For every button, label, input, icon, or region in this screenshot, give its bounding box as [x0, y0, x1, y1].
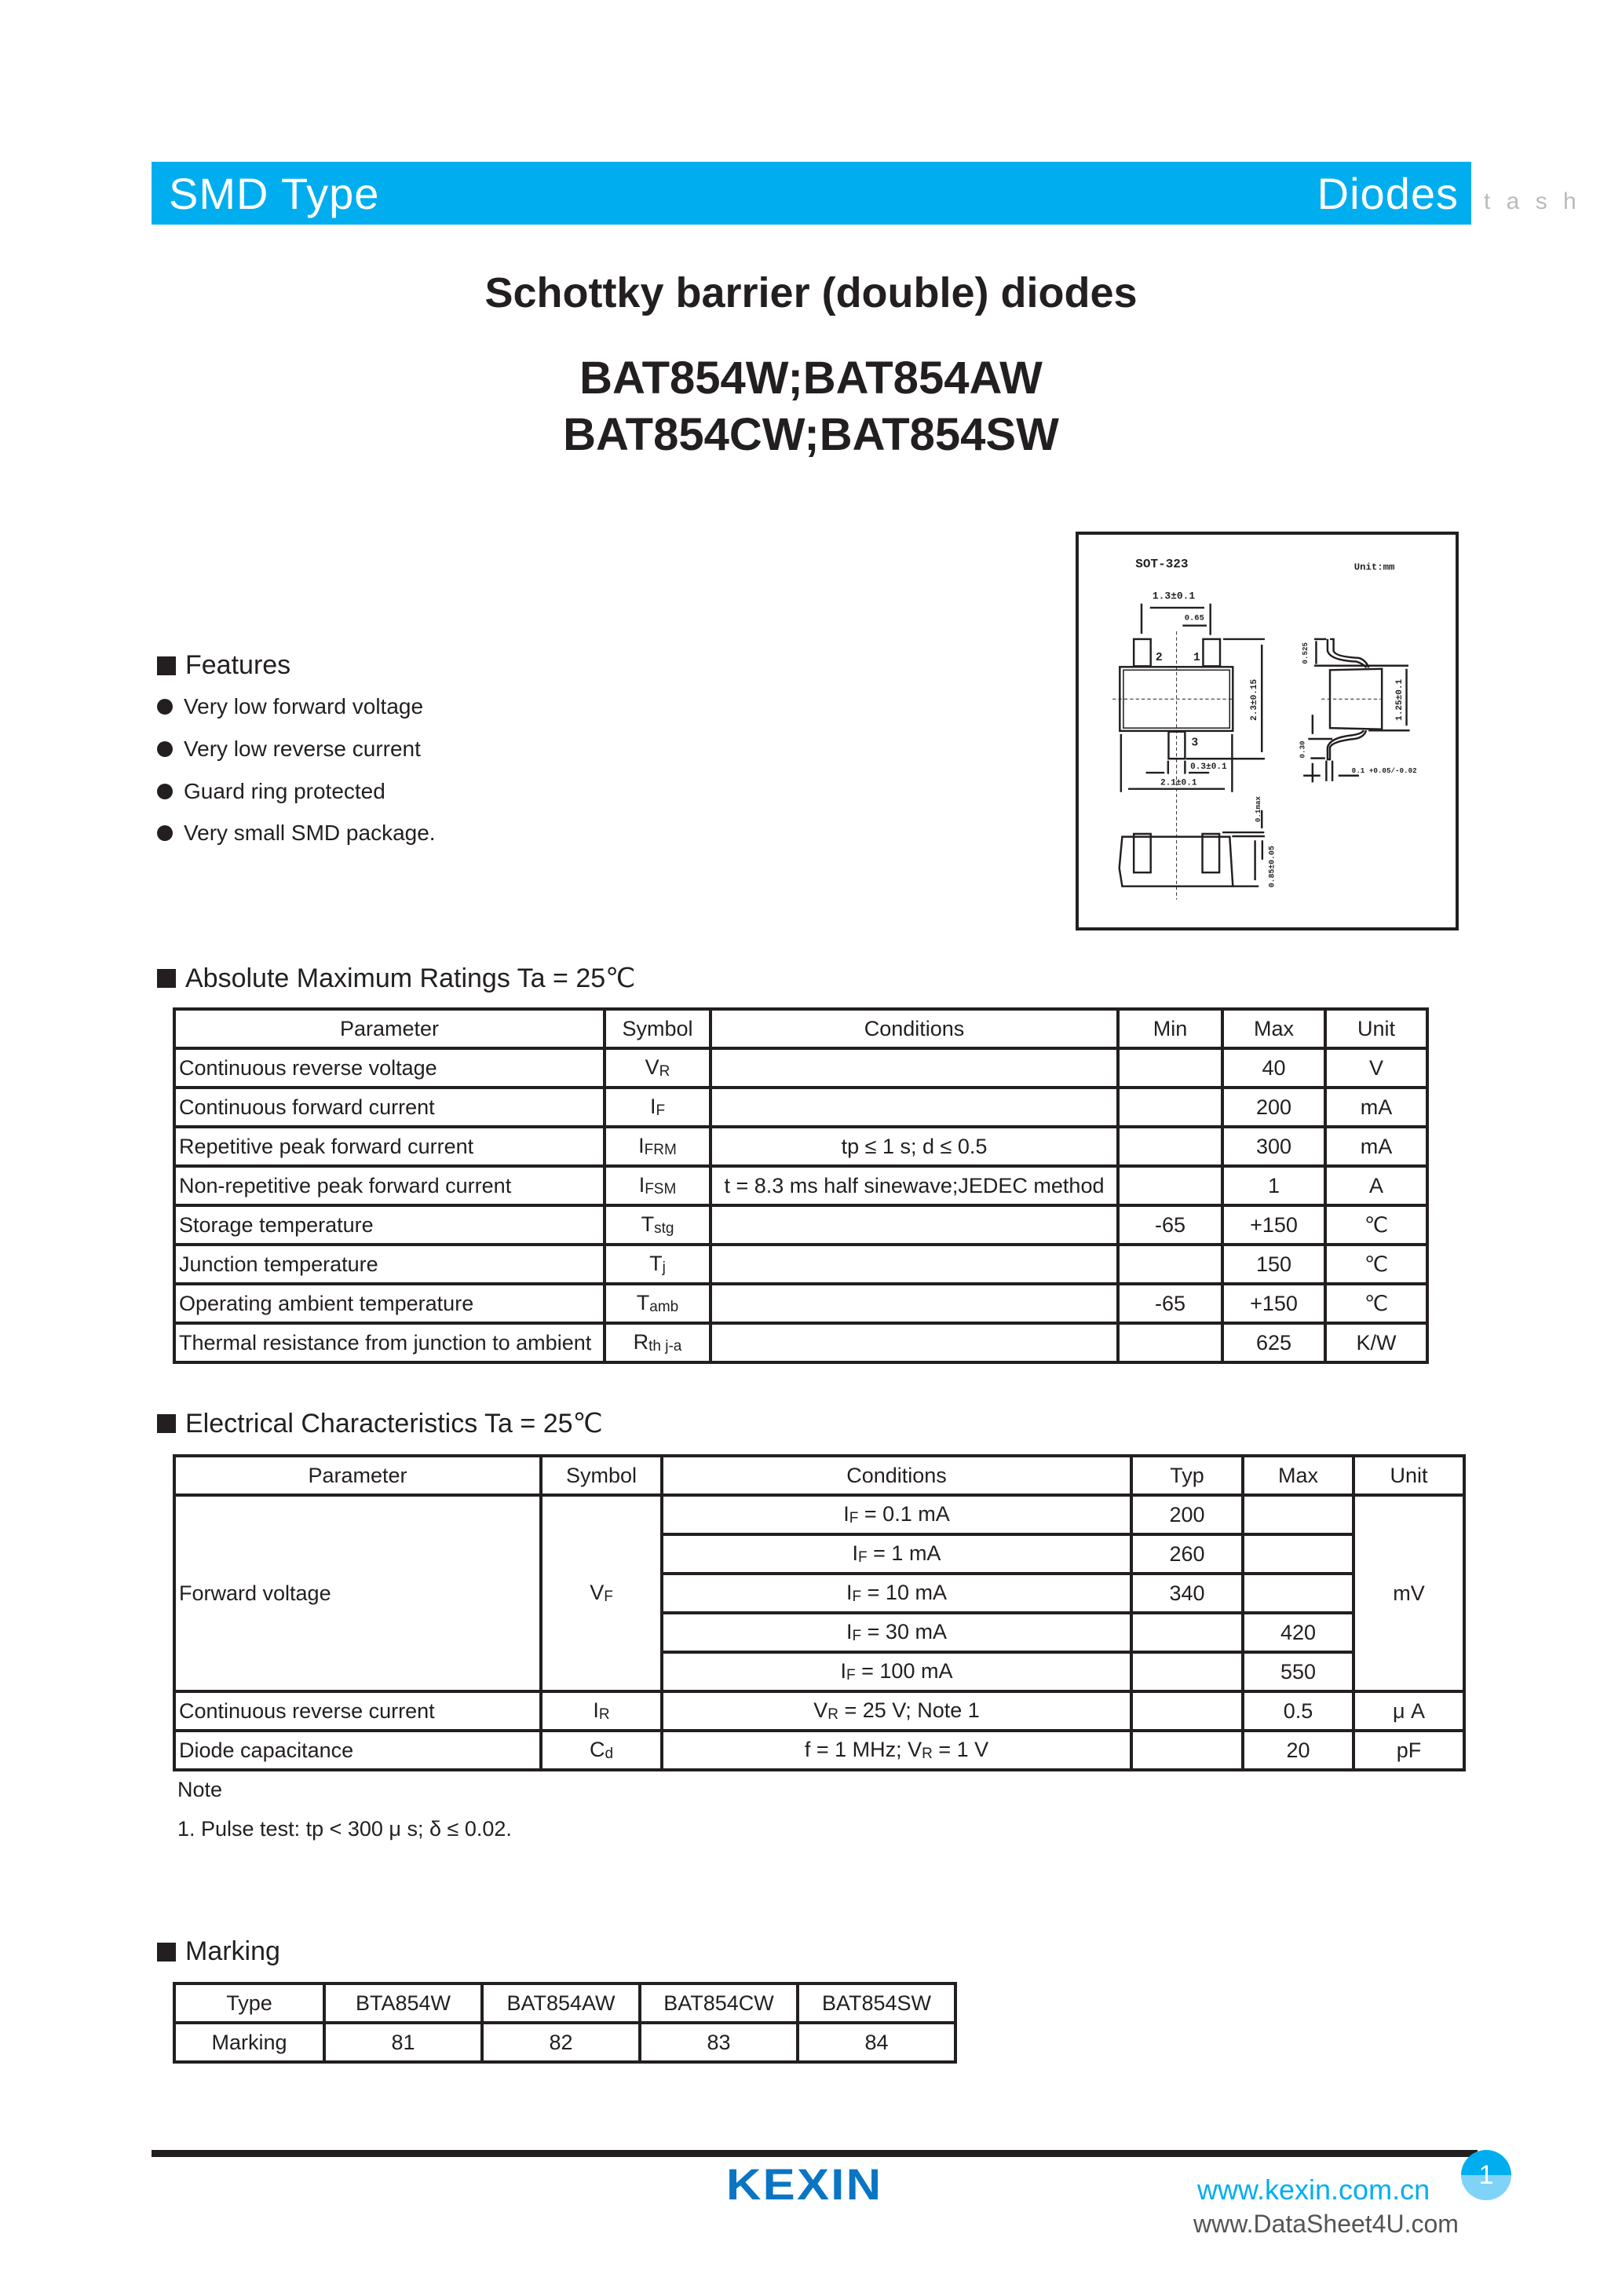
column-header: Unit: [1325, 1009, 1427, 1048]
unit-cell: mA: [1325, 1127, 1427, 1166]
max-cell: 20: [1243, 1731, 1353, 1770]
abs-max-heading: [157, 963, 635, 994]
abs-max-table: [173, 1007, 1429, 1364]
dim-label: 0.65: [1184, 613, 1204, 623]
symbol-cell: $I_R$: [541, 1691, 662, 1731]
sot323-drawing: [1079, 535, 1456, 927]
column-header: Max: [1222, 1009, 1325, 1048]
max-cell: 1: [1222, 1166, 1325, 1205]
symbol-cell: $I_{FSM}$: [605, 1166, 711, 1205]
elec-heading: [157, 1408, 603, 1439]
unit-cell: ℃: [1325, 1205, 1427, 1245]
symbol-cell: $T_{amb}$: [605, 1284, 711, 1323]
unit-cell: K/W: [1325, 1323, 1427, 1362]
unit-cell: pF: [1353, 1731, 1464, 1770]
conditions-cell: tp ≤ 1 s; d ≤ 0.5: [711, 1127, 1118, 1166]
bullet-dot-icon: [157, 741, 173, 757]
parameter-cell: Storage temperature: [174, 1205, 605, 1245]
table-row: [174, 1048, 1427, 1088]
conditions-cell: [711, 1088, 1118, 1127]
table-row: [174, 2023, 955, 2062]
conditions-cell: f = 1 MHz; $V_R = 1$ V: [662, 1731, 1131, 1770]
part-numbers-2: BAT854CW;BAT854SW: [563, 409, 1059, 460]
dim-label: 0.1max: [1253, 795, 1262, 823]
row-label: Type: [174, 1983, 324, 2023]
table-row: [174, 1205, 1427, 1245]
page-title: Schottky barrier (double) diodes: [484, 269, 1138, 316]
min-cell: [1118, 1127, 1222, 1166]
header-bar: [152, 162, 1471, 225]
abs-max-heading-text: Absolute Maximum Ratings Ta = 25℃: [185, 963, 636, 993]
note-title: Note: [177, 1778, 223, 1801]
column-header: Max: [1243, 1456, 1353, 1495]
dim-label: 2.1±0.1: [1160, 778, 1197, 788]
table-header-row: [174, 1456, 1464, 1495]
conditions-cell: [711, 1205, 1118, 1245]
bullet-dot-icon: [157, 784, 173, 799]
min-cell: [1118, 1245, 1222, 1284]
dim-label: 0.525: [1300, 642, 1310, 664]
max-cell: [1243, 1574, 1353, 1613]
min-cell: [1118, 1166, 1222, 1205]
conditions-cell: $I_F = 0.1$ mA: [662, 1495, 1131, 1534]
unit-cell: mV: [1353, 1495, 1464, 1691]
column-header: Parameter: [174, 1009, 605, 1048]
pin-label: 2: [1155, 652, 1163, 664]
header-category: SMD Type: [169, 169, 380, 218]
unit-cell: ℃: [1325, 1245, 1427, 1284]
max-cell: 150: [1222, 1245, 1325, 1284]
conditions-cell: $V_R = 25$ V; Note 1: [662, 1691, 1131, 1731]
symbol-cell: $V_R$: [605, 1048, 711, 1088]
max-cell: 420: [1243, 1613, 1353, 1652]
max-cell: 550: [1243, 1652, 1353, 1691]
feature-text: Very low reverse current: [184, 737, 421, 761]
dim-label: 0.3±0.1: [1190, 762, 1227, 772]
parameter-cell: Non-repetitive peak forward current: [174, 1166, 605, 1205]
package-name: SOT-323: [1135, 557, 1189, 572]
marking-cell: BAT854CW: [640, 1983, 798, 2023]
feature-text: Guard ring protected: [184, 779, 385, 803]
unit-cell: A: [1325, 1166, 1427, 1205]
page-number: 1: [1461, 2150, 1511, 2200]
marking-cell: 84: [798, 2023, 955, 2062]
feature-item: [157, 821, 436, 846]
table-row: [174, 1691, 1464, 1731]
column-header: Typ: [1131, 1456, 1243, 1495]
symbol-cell: $C_d$: [541, 1731, 662, 1770]
max-cell: 300: [1222, 1127, 1325, 1166]
max-cell: 625: [1222, 1323, 1325, 1362]
table-row: [174, 1245, 1427, 1284]
footer-rule: [152, 2150, 1478, 2157]
min-cell: [1118, 1048, 1222, 1088]
bullet-square-icon: [157, 656, 176, 675]
feature-item: [157, 737, 421, 762]
feature-text: Very small SMD package.: [184, 821, 436, 845]
column-header: Conditions: [662, 1456, 1131, 1495]
symbol-cell: $V_F$: [541, 1495, 662, 1691]
bullet-square-icon: [157, 1414, 176, 1433]
parameter-cell: Thermal resistance from junction to ambient: [174, 1323, 605, 1362]
dim-label: 0.30: [1298, 740, 1307, 759]
parameter-cell: Repetitive peak forward current: [174, 1127, 605, 1166]
symbol-cell: $R_{th j-a}$: [605, 1323, 711, 1362]
dim-label: 1.25±0.1: [1394, 678, 1405, 721]
conditions-cell: $I_F = 10$ mA: [662, 1574, 1131, 1613]
bullet-dot-icon: [157, 825, 173, 841]
dim-label: 0.85±0.05: [1267, 846, 1277, 888]
unit-cell: ℃: [1325, 1284, 1427, 1323]
pin-label: 3: [1191, 737, 1199, 750]
table-row: [174, 1127, 1427, 1166]
conditions-cell: $I_F = 100$ mA: [662, 1652, 1131, 1691]
min-cell: -65: [1118, 1205, 1222, 1245]
unit-cell: mA: [1325, 1088, 1427, 1127]
watermark-url: www.DataSheet4U.com: [1193, 2210, 1459, 2238]
typ-cell: 340: [1131, 1574, 1243, 1613]
elec-heading-text: Electrical Characteristics Ta = 25℃: [185, 1409, 603, 1439]
unit-cell: V: [1325, 1048, 1427, 1088]
kexin-logo: KEXIN: [726, 2159, 883, 2209]
table-row: [174, 1088, 1427, 1127]
column-header: Symbol: [605, 1009, 711, 1048]
conditions-cell: $I_F = 30$ mA: [662, 1613, 1131, 1652]
header-type: Diodes: [1317, 169, 1459, 218]
dim-label: 0.1 +0.05/-0.02: [1351, 766, 1417, 776]
column-header: Min: [1118, 1009, 1222, 1048]
marking-table: [173, 1982, 957, 2064]
bullet-dot-icon: [157, 699, 173, 715]
dim-label: 2.3±0.15: [1250, 678, 1260, 721]
max-cell: [1243, 1534, 1353, 1574]
table-row: [174, 1323, 1427, 1362]
max-cell: 200: [1222, 1088, 1325, 1127]
elec-table: [173, 1454, 1466, 1771]
parameter-cell: Operating ambient temperature: [174, 1284, 605, 1323]
marking-cell: 83: [640, 2023, 798, 2062]
max-cell: [1243, 1495, 1353, 1534]
marking-cell: BAT854SW: [798, 1983, 955, 2023]
conditions-cell: [711, 1048, 1118, 1088]
features-heading-text: Features: [185, 650, 291, 680]
typ-cell: [1131, 1652, 1243, 1691]
typ-cell: 200: [1131, 1495, 1243, 1534]
max-cell: +150: [1222, 1284, 1325, 1323]
symbol-cell: $T_{stg}$: [605, 1205, 711, 1245]
part-numbers-1: BAT854W;BAT854AW: [579, 353, 1043, 404]
watermark: t a s h: [1484, 188, 1581, 214]
package-diagram: [1076, 532, 1459, 930]
table-row: [174, 1284, 1427, 1323]
symbol-cell: $I_F$: [605, 1088, 711, 1127]
package-unit: Unit:mm: [1353, 561, 1395, 573]
conditions-cell: $I_F = 1$ mA: [662, 1534, 1131, 1574]
row-label: Marking: [174, 2023, 324, 2062]
conditions-cell: t = 8.3 ms half sinewave;JEDEC method: [711, 1166, 1118, 1205]
symbol-cell: $T_j$: [605, 1245, 711, 1284]
column-header: Parameter: [174, 1456, 541, 1495]
marking-cell: 82: [482, 2023, 640, 2062]
table-row: [174, 1983, 955, 2023]
marking-heading-text: Marking: [185, 1936, 280, 1966]
parameter-cell: Diode capacitance: [174, 1731, 541, 1770]
table-row: [174, 1166, 1427, 1205]
marking-cell: BAT854AW: [482, 1983, 640, 2023]
bullet-square-icon: [157, 969, 176, 988]
typ-cell: [1131, 1731, 1243, 1770]
typ-cell: [1131, 1691, 1243, 1731]
parameter-cell: Continuous forward current: [174, 1088, 605, 1127]
features-heading: [157, 650, 290, 681]
marking-heading: [157, 1936, 280, 1967]
column-header: Symbol: [541, 1456, 662, 1495]
feature-item: [157, 694, 423, 719]
unit-cell: μ A: [1353, 1691, 1464, 1731]
min-cell: -65: [1118, 1284, 1222, 1323]
bullet-square-icon: [157, 1943, 176, 1961]
symbol-cell: $I_{FRM}$: [605, 1127, 711, 1166]
column-header: Unit: [1353, 1456, 1464, 1495]
dim-label: 1.3±0.1: [1152, 590, 1196, 602]
table-row: [174, 1731, 1464, 1770]
feature-text: Very low forward voltage: [184, 694, 424, 718]
typ-cell: 260: [1131, 1534, 1243, 1574]
max-cell: +150: [1222, 1205, 1325, 1245]
parameter-cell: Continuous reverse current: [174, 1691, 541, 1731]
note-text: 1. Pulse test: tp < 300 μ s; δ ≤ 0.02.: [177, 1817, 512, 1841]
conditions-cell: [711, 1245, 1118, 1284]
marking-cell: BTA854W: [324, 1983, 482, 2023]
max-cell: 0.5: [1243, 1691, 1353, 1731]
parameter-cell: Junction temperature: [174, 1245, 605, 1284]
marking-cell: 81: [324, 2023, 482, 2062]
footer-url[interactable]: www.kexin.com.cn: [1197, 2174, 1430, 2206]
column-header: Conditions: [711, 1009, 1118, 1048]
min-cell: [1118, 1088, 1222, 1127]
conditions-cell: [711, 1323, 1118, 1362]
max-cell: 40: [1222, 1048, 1325, 1088]
pin-label: 1: [1193, 652, 1200, 664]
table-header-row: [174, 1009, 1427, 1048]
conditions-cell: [711, 1284, 1118, 1323]
feature-item: [157, 779, 385, 804]
table-row: [174, 1495, 1464, 1534]
typ-cell: [1131, 1613, 1243, 1652]
parameter-cell: Forward voltage: [174, 1495, 541, 1691]
parameter-cell: Continuous reverse voltage: [174, 1048, 605, 1088]
min-cell: [1118, 1323, 1222, 1362]
